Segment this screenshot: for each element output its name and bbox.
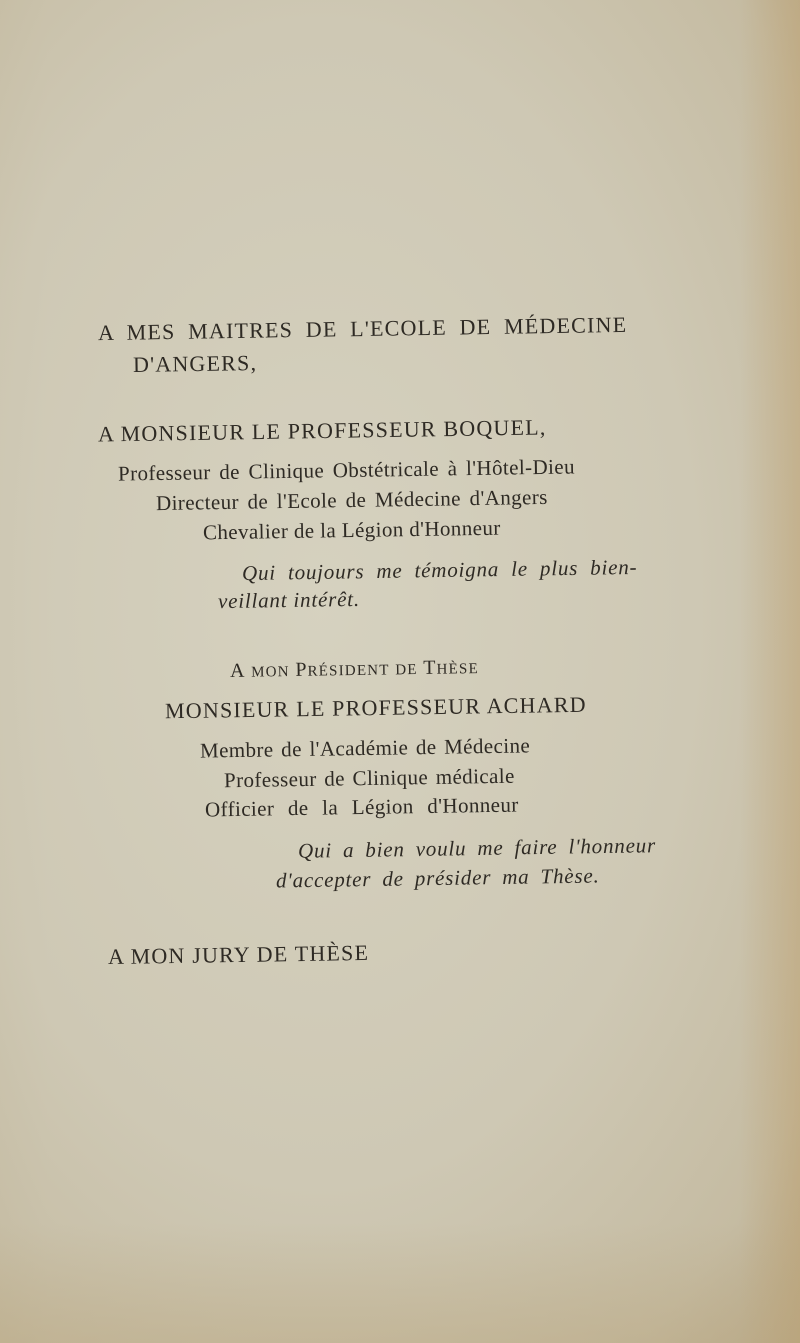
boquel-title-2: Directeur de l'Ecole de Médecine d'Angers [155, 484, 548, 516]
achard-title-2: Professeur de Clinique médicale [223, 763, 515, 793]
heading-word-a: A [229, 659, 246, 682]
dedication-jury-heading: A MON JURY DE THÈSE [107, 939, 370, 970]
dedication-masters-line-2: D'ANGERS, [132, 350, 258, 377]
president-name: MONSIEUR LE PROFESSEUR ACHARD [164, 691, 587, 724]
heading-word-de: DE [395, 662, 418, 679]
page-bottom-shadow [0, 1223, 800, 1343]
boquel-title-1: Professeur de Clinique Obstétricale à l'Hôtel-Dieu [117, 454, 576, 486]
page-edge-shadow [740, 0, 800, 1343]
heading-word-president-initial: P [295, 658, 308, 681]
achard-title-1: Membre de l'Académie de Médecine [199, 733, 531, 763]
heading-word-these-initial: T [423, 656, 437, 679]
dedication-masters-line-1: A MES MAITRES DE L'ECOLE DE MÉDECINE [97, 311, 628, 346]
heading-word-these-rest: HÈSE [436, 661, 480, 678]
heading-word-president-rest: RÉSIDENT [307, 662, 390, 680]
dedication-president-heading [230, 656, 479, 681]
heading-word-mon: MON [251, 664, 290, 681]
achard-tribute-1: Qui a bien voulu me faire l'honneur [297, 833, 657, 863]
achard-title-3: Officier de la Légion d'Honneur [204, 792, 519, 822]
boquel-tribute-2: veillant intérêt. [217, 586, 361, 614]
achard-tribute-2: d'accepter de présider ma Thèse. [275, 863, 600, 893]
dedication-boquel-heading: A MONSIEUR LE PROFESSEUR BOQUEL, [97, 414, 547, 447]
boquel-title-3: Chevalier de la Légion d'Honneur [202, 515, 501, 545]
boquel-tribute-1: Qui toujours me témoigna le plus bien- [241, 554, 638, 586]
